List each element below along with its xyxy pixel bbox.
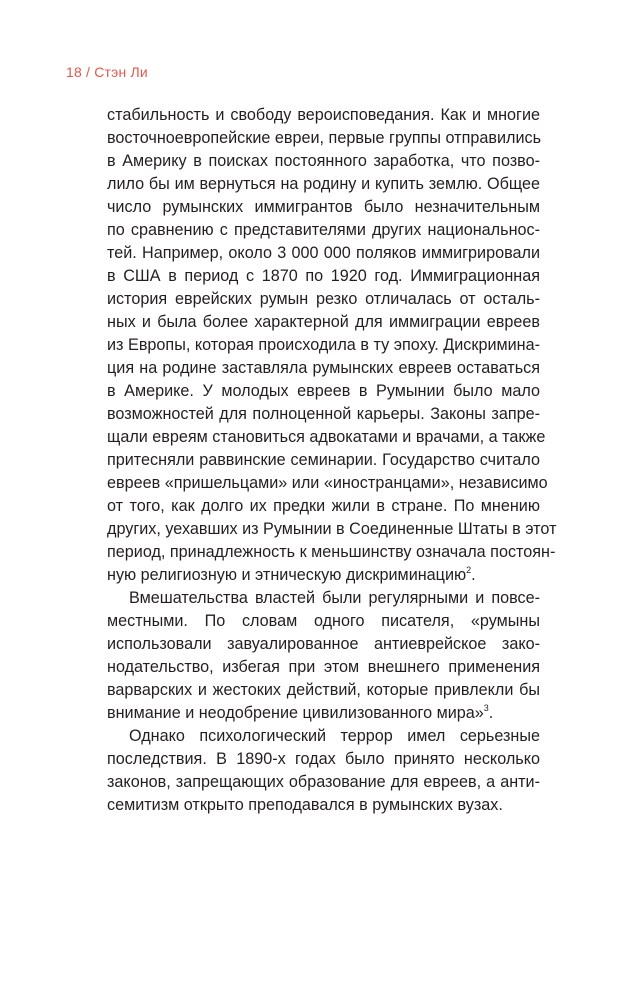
- text-line-first: Вмешательства властей были регулярными и повсе-: [129, 589, 540, 607]
- text-line: в Америку в поисках постоянного заработка, что позво-: [107, 152, 540, 170]
- paragraph-2: [107, 587, 540, 725]
- text-line: использовали завуалированное антиеврейское зако-: [107, 635, 540, 653]
- body-text: [107, 104, 557, 817]
- text-line-last: внимание и неодобрение цивилизованного мира»$^3$.: [107, 703, 494, 722]
- text-line: варварских и жестоких действий, которые привлекли бы: [107, 681, 540, 699]
- text-line: от того, как долго их предки жили в стране. По мнению: [107, 497, 540, 515]
- text-line-content: внимание и неодобрение цивилизованного мира»: [107, 704, 484, 722]
- text-line: в США в период с 1870 по 1920 год. Иммиграционная: [107, 267, 540, 285]
- text-line: местными. По словам одного писателя, «румыны: [107, 612, 540, 630]
- text-line: восточноевропейские евреи, первые группы отправились: [107, 129, 542, 147]
- paragraph-3: [107, 725, 540, 817]
- text-line: евреев «пришельцами» или «иностранцами», независимо: [107, 474, 548, 492]
- text-line: ция на родине заставляла румынских евреев оставаться: [107, 359, 540, 377]
- text-line-last: ную религиозную и этническую дискриминацию$^2$.: [107, 565, 476, 584]
- text-line: в Америке. У молодых евреев в Румынии было мало: [107, 382, 540, 400]
- text-line: история еврейских румын резко отличалась от осталь-: [107, 290, 540, 308]
- text-line-last: семитизм открыто преподавался в румынских вузах.: [107, 796, 503, 814]
- text-line-content: ную религиозную и этническую дискриминацию: [107, 566, 467, 584]
- text-line: число румынских иммигрантов было незначительным: [107, 198, 540, 216]
- paragraph-1: [107, 104, 557, 587]
- text-line: притесняли раввинские семинарии. Государство считало: [107, 451, 540, 469]
- text-line: период, принадлежность к меньшинству означала постоян-: [107, 543, 556, 561]
- text-line: стабильность и свободу вероисповедания. Как и многие: [107, 106, 540, 124]
- text-line: ных и была более характерной для иммиграции евреев: [107, 313, 540, 331]
- text-line: последствия. В 1890-х годах было принято несколько: [107, 750, 540, 768]
- footnote-marker[interactable]: 2: [466, 565, 472, 575]
- text-line: возможностей для полноценной карьеры. Законы запре-: [107, 405, 540, 423]
- text-line: щали евреям становиться адвокатами и врачами, а также: [107, 428, 546, 446]
- text-line: других, уехавших из Румынии в Соединенные Штаты в этот: [107, 520, 557, 538]
- text-line: нодательство, избегая при этом внешнего применения: [107, 658, 540, 676]
- text-line: законов, запрещающих образование для евреев, а анти-: [107, 773, 540, 791]
- text-line: по сравнению с представителями других национальнос-: [107, 221, 540, 239]
- text-line-first: Однако психологический террор имел серьезные: [129, 727, 540, 745]
- text-line: лило бы им вернуться на родину и купить землю. Общее: [107, 175, 540, 193]
- text-line: тей. Например, около 3 000 000 поляков иммигрировали: [107, 244, 540, 262]
- footnote-marker[interactable]: 3: [483, 703, 489, 713]
- running-header: 18 / Стэн Ли: [66, 64, 148, 80]
- text-line: из Европы, которая происходила в ту эпоху. Дискримина-: [107, 336, 540, 354]
